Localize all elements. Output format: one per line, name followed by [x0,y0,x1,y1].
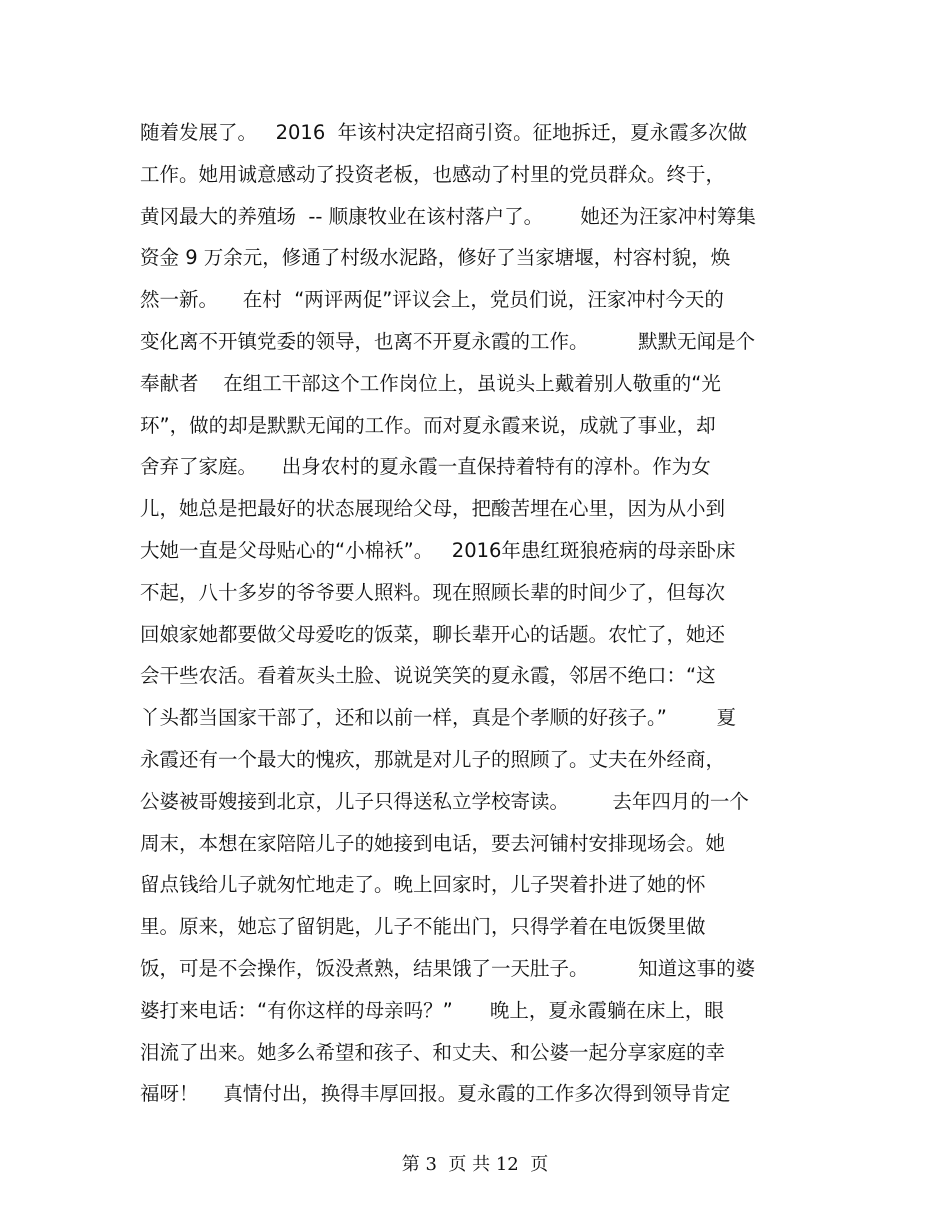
text-line: 泪流了出来。她多么希望和孩子、和丈夫、和公婆一起分享家庭的幸 [140,1040,726,1064]
text-line: 黄冈最大的养殖场 -- 顺康牧业在该村落户了。 她还为汪家冲村筹集 [140,204,756,228]
text-line: 回娘家她都要做父母爱吃的饭菜，聊长辈开心的话题。农忙了，她还 [140,622,726,646]
text-line: 永霞还有一个最大的愧疚，那就是对儿子的照顾了。丈夫在外经商， [140,747,726,771]
text-line: 公婆被哥嫂接到北京，儿子只得送私立学校寄读。 去年四月的一个 [140,789,749,813]
body-text [140,112,820,1115]
text-line: 福呀！ 真情付出，换得丰厚回报。夏永霞的工作多次得到领导肯定 [140,1082,731,1106]
text-line: 留点钱给儿子就匆忙地走了。晚上回家时，儿子哭着扑进了她的怀 [140,873,706,897]
text-line: 奉献者 在组工干部这个工作岗位上，虽说头上戴着别人敬重的“光 [140,371,721,395]
text-line: 工作。她用诚意感动了投资老板，也感动了村里的党员群众。终于， [140,162,726,186]
page-number-footer: 第 3 页 共 12 页 [401,1154,549,1175]
text-line: 会干些农活。看着灰头土脸、说说笑笑的夏永霞，邻居不绝口：“这 [140,664,716,688]
text-line: 周末，本想在家陪陪儿子的她接到电话，要去河铺村安排现场会。她 [140,831,726,855]
text-line: 儿，她总是把最好的状态展现给父母，把酸苦埋在心里，因为从小到 [140,497,726,521]
text-line: 饭，可是不会操作，饭没煮熟，结果饿了一天肚子。 知道这事的婆 [140,956,756,980]
text-line: 大她一直是父母贴心的“小棉袄”。 2016年患红斑狼疮病的母亲卧床 [140,538,736,562]
text-line: 变化离不开镇党委的领导，也离不开夏永霞的工作。 默默无闻是个 [140,329,756,353]
text-line: 资金 9 万余元，修通了村级水泥路，修好了当家塘堰，村容村貌，焕 [140,246,731,270]
text-line: 随着发展了。 2016 年该村决定招商引资。征地拆迁，夏永霞多次做 [140,121,748,144]
text-line: 不起，八十多岁的爷爷要人照料。现在照顾长辈的时间少了，但每次 [140,580,726,604]
text-line: 然一新。 在村 “两评两促”评议会上，党员们说，汪家冲村今天的 [140,288,724,312]
text-line: 里。原来，她忘了留钥匙，儿子不能出门，只得学着在电饭煲里做 [140,915,706,939]
text-line: 环”，做的却是默默无闻的工作。而对夏永霞来说，成就了事业，却 [140,413,716,437]
text-line: 婆打来电话：“有你这样的母亲吗？” 晚上，夏永霞躺在床上，眼 [140,998,724,1022]
text-line: 丫头都当国家干部了，还和以前一样，真是个孝顺的好孩子。” 夏 [140,706,736,730]
text-line: 舍弃了家庭。 出身农村的夏永霞一直保持着特有的淳朴。作为女 [140,455,711,479]
